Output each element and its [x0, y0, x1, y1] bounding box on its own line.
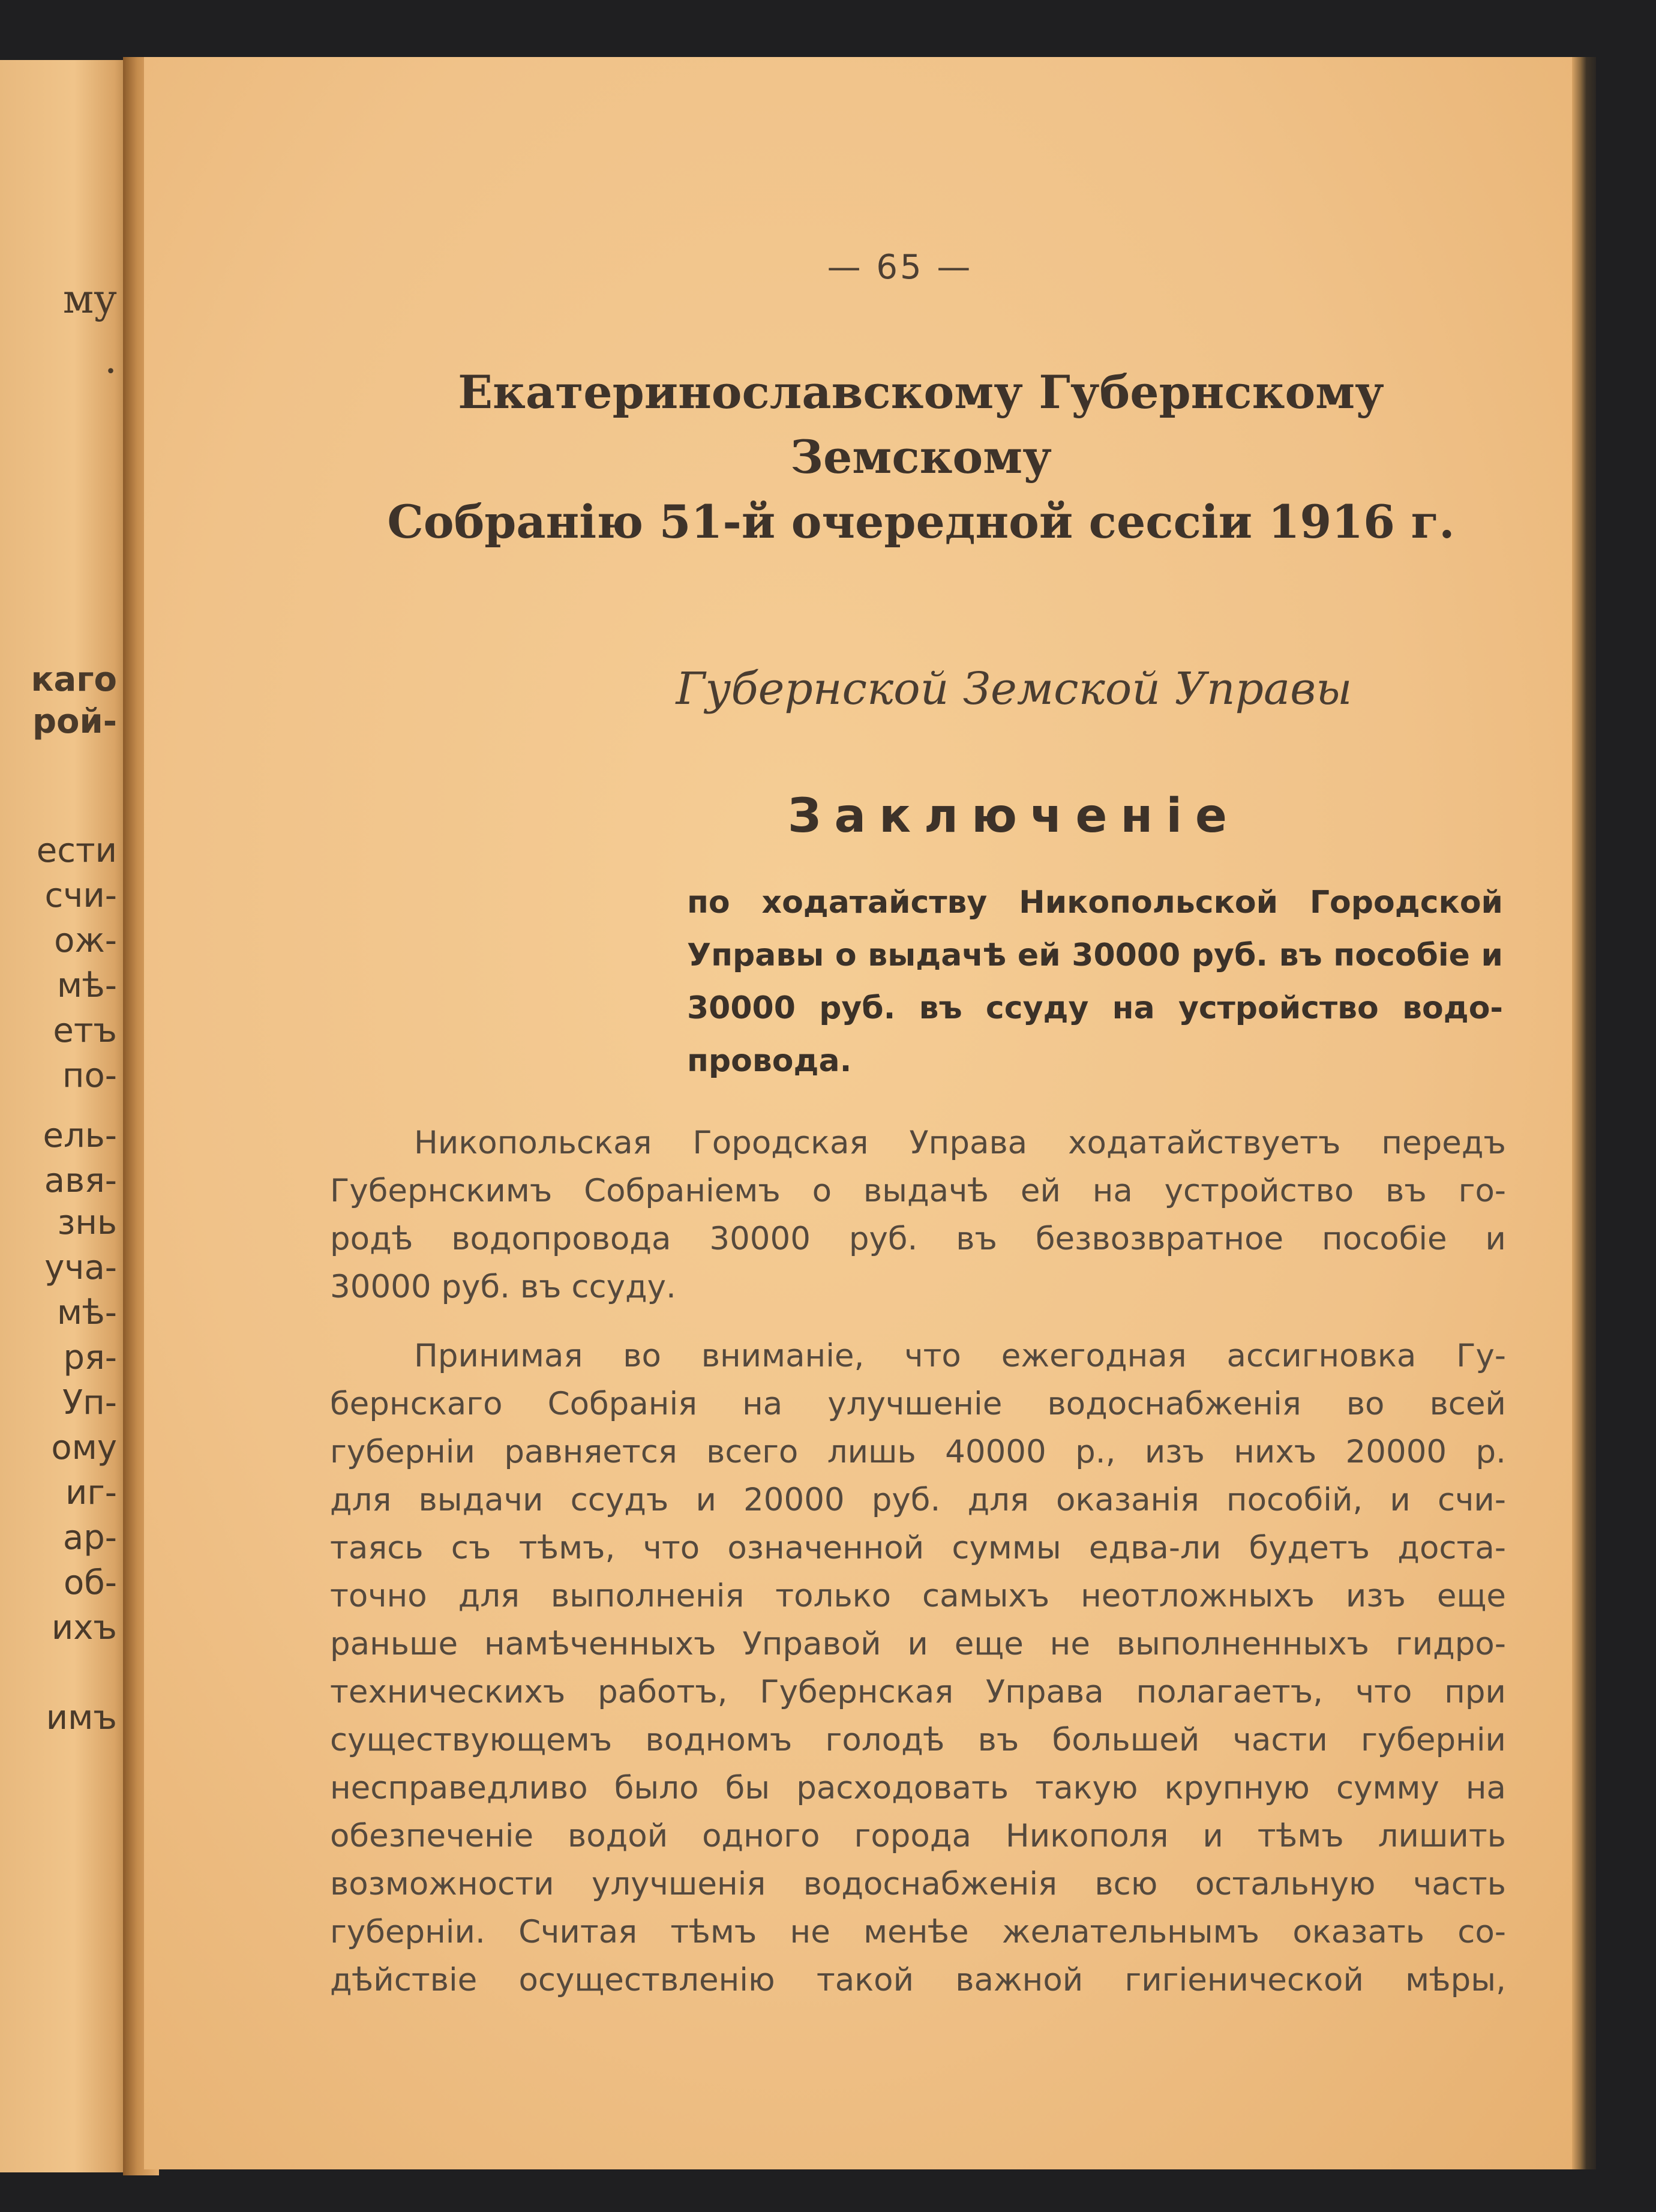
- left-page-line: мѣ-: [56, 966, 117, 1005]
- page-edge-shadow: [1572, 57, 1596, 2169]
- paragraph-line: техническихъ работъ, Губернская Управа полагаетъ, что при: [330, 1674, 1506, 1710]
- left-page-line: ря-: [63, 1338, 117, 1377]
- paragraph-line: Принимая во вниманіе, что ежегодная ассигновка Гу-: [414, 1338, 1506, 1374]
- left-page-line: му: [62, 276, 117, 322]
- left-page-line: мѣ-: [56, 1293, 117, 1332]
- paragraph-2: [330, 1332, 1506, 2004]
- paragraph-line: возможности улучшенія водоснабженія всю остальную часть: [330, 1866, 1506, 1902]
- paragraph-line: раньше намѣченныхъ Управой и еще не выполненныхъ гидро-: [330, 1626, 1506, 1662]
- left-page-line: по-: [62, 1056, 117, 1095]
- paragraph-line: обезпеченіе водой одного города Никополя и тѣмъ лишить: [330, 1818, 1506, 1854]
- right-page: [144, 57, 1584, 2169]
- left-page-line: .: [104, 336, 117, 382]
- left-page-line: уча-: [44, 1248, 117, 1287]
- paragraph-line: несправедливо было бы расходовать такую крупную сумму на: [330, 1770, 1506, 1806]
- paragraph-line: 30000 руб. въ ссуду.: [330, 1269, 676, 1305]
- paragraph-line: Губернскимъ Собраніемъ о выдачѣ ей на устройство въ го-: [330, 1173, 1506, 1209]
- paragraph-line: губерніи. Считая тѣмъ не менѣе желательнымъ оказать со-: [330, 1914, 1506, 1950]
- document-title: [342, 360, 1500, 555]
- paragraph-line: Никопольская Городская Управа ходатайствуетъ передъ: [414, 1125, 1506, 1161]
- summary-line: по ходатайству Никопольской Городской: [687, 885, 1503, 921]
- left-page-line: об-: [63, 1563, 117, 1602]
- left-page-line: ар-: [62, 1518, 117, 1557]
- paragraph-line: существующемъ водномъ голодѣ въ большей части губерніи: [330, 1722, 1506, 1758]
- page-number: — 65 —: [827, 248, 973, 287]
- summary-block: [687, 876, 1503, 1087]
- left-page-line: етъ: [53, 1011, 117, 1050]
- left-page-line: счи-: [44, 876, 117, 915]
- summary-line: Управы о выдачѣ ей 30000 руб. въ пособіе и: [687, 937, 1503, 973]
- left-page-line: иг-: [65, 1473, 117, 1512]
- left-page-line: ести: [36, 831, 117, 870]
- left-page-line: имъ: [46, 1698, 117, 1737]
- paragraph-line: дѣйствіе осуществленію такой важной гигіенической мѣры,: [330, 1962, 1506, 1998]
- left-page-line: авя-: [44, 1161, 117, 1200]
- left-page-line: ож-: [54, 921, 117, 960]
- paragraph-line: таясь съ тѣмъ, что означенной суммы едва-ли будетъ доста-: [330, 1530, 1506, 1566]
- left-page-fragment: [0, 60, 135, 2172]
- summary-line: провода.: [687, 1043, 852, 1079]
- left-page-line: знь: [57, 1203, 117, 1242]
- summary-line: 30000 руб. въ ссуду на устройство водо-: [687, 990, 1503, 1026]
- paragraph-line: точно для выполненія только самыхъ неотложныхъ изъ еще: [330, 1578, 1506, 1614]
- section-heading: Заключеніе: [788, 789, 1240, 843]
- left-page-line: ому: [51, 1428, 117, 1467]
- left-page-line: Уп-: [62, 1383, 117, 1422]
- left-page-line: каго: [31, 660, 117, 699]
- left-page-line: ихъ: [51, 1608, 117, 1647]
- paragraph-line: бернскаго Собранія на улучшеніе водоснабженія во всей: [330, 1386, 1506, 1422]
- left-page-line: ель-: [43, 1116, 117, 1155]
- title-line-2: Собранію 51-й очередной сессіи 1916 г.: [387, 495, 1455, 548]
- paragraph-line: губерніи равняется всего лишь 40000 р., изъ нихъ 20000 р.: [330, 1434, 1506, 1470]
- paragraph-line: для выдачи ссудъ и 20000 руб. для оказанія пособій, и счи-: [330, 1482, 1506, 1518]
- document-subtitle: Губернской Земской Управы: [676, 663, 1352, 715]
- left-page-line: рой-: [32, 702, 117, 741]
- paragraph-1: [330, 1119, 1506, 1311]
- title-line-1: Екатеринославскому Губернскому Земскому: [458, 365, 1384, 484]
- paragraph-line: родѣ водопровода 30000 руб. въ безвозвратное пособіе и: [330, 1221, 1506, 1257]
